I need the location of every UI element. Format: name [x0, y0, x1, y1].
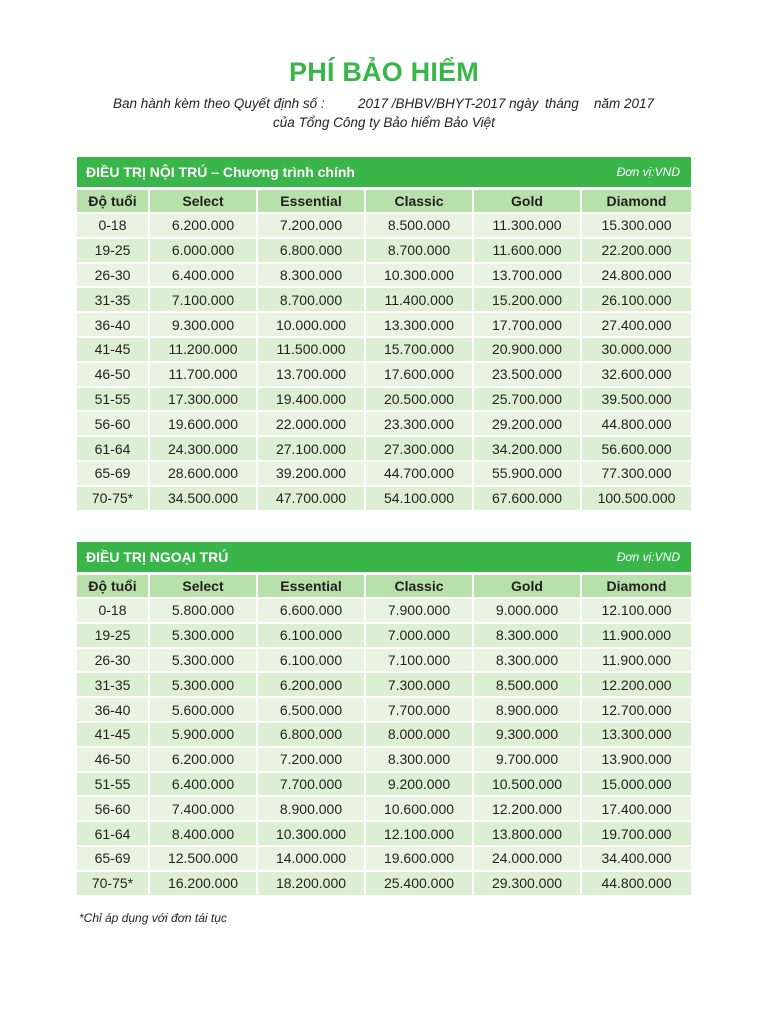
premium-cell-classic: 44.700.000	[366, 462, 472, 485]
table-row	[77, 872, 691, 895]
premium-cell-diamond: 44.800.000	[582, 872, 691, 895]
premium-cell-select: 19.600.000	[150, 412, 256, 435]
premium-cell-diamond: 17.400.000	[582, 797, 691, 820]
premium-cell-gold: 9.300.000	[474, 723, 580, 746]
table-title: ĐIỀU TRỊ NGOẠI TRÚ	[86, 549, 229, 565]
table-header-bar	[77, 542, 691, 572]
premium-cell-gold: 34.200.000	[474, 437, 580, 460]
age-range-cell: 65-69	[77, 462, 148, 485]
premium-cell-gold: 8.300.000	[474, 624, 580, 647]
currency-unit: Đơn vị:VND	[616, 165, 680, 179]
premium-cell-diamond: 26.100.000	[582, 288, 691, 311]
premium-cell-select: 28.600.000	[150, 462, 256, 485]
age-range-cell: 61-64	[77, 437, 148, 460]
premium-cell-select: 12.500.000	[150, 847, 256, 870]
age-range-cell: 51-55	[77, 773, 148, 796]
table-row	[77, 264, 691, 287]
inpatient-premium-table	[77, 157, 691, 510]
age-range-cell: 56-60	[77, 412, 148, 435]
age-range-cell: 41-45	[77, 338, 148, 361]
table-row	[77, 412, 691, 435]
premium-cell-essential: 6.800.000	[258, 239, 364, 262]
column-header-select: Select	[150, 575, 256, 597]
premium-cell-select: 6.000.000	[150, 239, 256, 262]
premium-cell-select: 24.300.000	[150, 437, 256, 460]
page-title: PHÍ BẢO HIỂM	[289, 57, 479, 87]
column-header-classic: Classic	[366, 575, 472, 597]
age-range-cell: 26-30	[77, 264, 148, 287]
premium-cell-gold: 20.900.000	[474, 338, 580, 361]
premium-cell-diamond: 13.900.000	[582, 748, 691, 771]
table-row	[77, 723, 691, 746]
premium-cell-essential: 7.200.000	[258, 214, 364, 237]
premium-cell-select: 6.200.000	[150, 214, 256, 237]
table-row	[77, 624, 691, 647]
table-row	[77, 239, 691, 262]
premium-cell-gold: 67.600.000	[474, 487, 580, 510]
premium-cell-diamond: 39.500.000	[582, 388, 691, 411]
age-range-cell: 31-35	[77, 288, 148, 311]
age-range-cell: 19-25	[77, 624, 148, 647]
premium-cell-diamond: 30.000.000	[582, 338, 691, 361]
premium-cell-gold: 29.300.000	[474, 872, 580, 895]
table-row	[77, 822, 691, 845]
premium-cell-essential: 18.200.000	[258, 872, 364, 895]
table-row	[77, 487, 691, 510]
age-range-cell: 26-30	[77, 649, 148, 672]
age-range-cell: 31-35	[77, 673, 148, 696]
premium-cell-gold: 11.300.000	[474, 214, 580, 237]
premium-cell-select: 6.400.000	[150, 773, 256, 796]
age-range-cell: 19-25	[77, 239, 148, 262]
age-range-cell: 61-64	[77, 822, 148, 845]
premium-cell-diamond: 12.700.000	[582, 698, 691, 721]
premium-cell-essential: 27.100.000	[258, 437, 364, 460]
premium-cell-essential: 6.500.000	[258, 698, 364, 721]
issuer-line: của Tổng Công ty Bảo hiểm Bảo Việt	[273, 115, 495, 130]
table-row	[77, 773, 691, 796]
premium-cell-diamond: 24.800.000	[582, 264, 691, 287]
premium-cell-select: 5.300.000	[150, 673, 256, 696]
premium-cell-diamond: 77.300.000	[582, 462, 691, 485]
premium-cell-classic: 23.300.000	[366, 412, 472, 435]
age-range-cell: 70-75*	[77, 487, 148, 510]
premium-cell-essential: 14.000.000	[258, 847, 364, 870]
premium-cell-classic: 25.400.000	[366, 872, 472, 895]
table-row	[77, 797, 691, 820]
age-range-cell: 0-18	[77, 214, 148, 237]
premium-cell-essential: 47.700.000	[258, 487, 364, 510]
premium-cell-essential: 8.900.000	[258, 797, 364, 820]
premium-cell-select: 6.400.000	[150, 264, 256, 287]
table-row	[77, 748, 691, 771]
premium-cell-classic: 12.100.000	[366, 822, 472, 845]
age-range-cell: 0-18	[77, 599, 148, 622]
premium-cell-classic: 7.000.000	[366, 624, 472, 647]
table-row	[77, 313, 691, 336]
premium-cell-essential: 8.300.000	[258, 264, 364, 287]
premium-cell-select: 5.900.000	[150, 723, 256, 746]
premium-cell-essential: 6.100.000	[258, 649, 364, 672]
premium-cell-select: 7.100.000	[150, 288, 256, 311]
premium-cell-gold: 9.000.000	[474, 599, 580, 622]
column-header-gold: Gold	[474, 575, 580, 597]
premium-cell-diamond: 12.200.000	[582, 673, 691, 696]
premium-cell-select: 6.200.000	[150, 748, 256, 771]
table-body	[77, 599, 691, 895]
premium-cell-gold: 13.800.000	[474, 822, 580, 845]
premium-cell-diamond: 19.700.000	[582, 822, 691, 845]
premium-cell-diamond: 100.500.000	[582, 487, 691, 510]
premium-cell-classic: 19.600.000	[366, 847, 472, 870]
premium-cell-select: 5.800.000	[150, 599, 256, 622]
premium-cell-essential: 8.700.000	[258, 288, 364, 311]
age-range-cell: 46-50	[77, 363, 148, 386]
premium-cell-gold: 10.500.000	[474, 773, 580, 796]
premium-cell-gold: 8.900.000	[474, 698, 580, 721]
premium-cell-gold: 23.500.000	[474, 363, 580, 386]
column-header-row	[77, 190, 691, 212]
premium-cell-essential: 10.300.000	[258, 822, 364, 845]
decision-number: 2017 /BHBV/BHYT-2017 ngày	[358, 96, 539, 111]
table-row	[77, 288, 691, 311]
premium-cell-classic: 7.700.000	[366, 698, 472, 721]
table-row	[77, 388, 691, 411]
table-row	[77, 698, 691, 721]
column-header-diamond: Diamond	[582, 575, 691, 597]
premium-cell-classic: 7.900.000	[366, 599, 472, 622]
premium-cell-gold: 11.600.000	[474, 239, 580, 262]
premium-cell-classic: 7.300.000	[366, 673, 472, 696]
premium-cell-essential: 6.200.000	[258, 673, 364, 696]
premium-cell-gold: 15.200.000	[474, 288, 580, 311]
premium-cell-essential: 6.800.000	[258, 723, 364, 746]
premium-cell-select: 17.300.000	[150, 388, 256, 411]
premium-cell-gold: 8.500.000	[474, 673, 580, 696]
decision-month: tháng	[545, 96, 579, 111]
age-range-cell: 70-75*	[77, 872, 148, 895]
premium-cell-diamond: 11.900.000	[582, 624, 691, 647]
premium-cell-classic: 17.600.000	[366, 363, 472, 386]
table-row	[77, 673, 691, 696]
table-row	[77, 214, 691, 237]
column-header-classic: Classic	[366, 190, 472, 212]
age-range-cell: 65-69	[77, 847, 148, 870]
premium-cell-essential: 39.200.000	[258, 462, 364, 485]
premium-cell-classic: 54.100.000	[366, 487, 472, 510]
currency-unit: Đơn vị:VND	[616, 550, 680, 564]
premium-cell-select: 7.400.000	[150, 797, 256, 820]
column-header-select: Select	[150, 190, 256, 212]
premium-cell-diamond: 15.300.000	[582, 214, 691, 237]
premium-cell-diamond: 13.300.000	[582, 723, 691, 746]
premium-cell-select: 34.500.000	[150, 487, 256, 510]
premium-cell-classic: 13.300.000	[366, 313, 472, 336]
table-row	[77, 338, 691, 361]
table-row	[77, 462, 691, 485]
column-header-row	[77, 575, 691, 597]
premium-cell-essential: 7.200.000	[258, 748, 364, 771]
table-row	[77, 437, 691, 460]
premium-cell-essential: 7.700.000	[258, 773, 364, 796]
premium-cell-diamond: 22.200.000	[582, 239, 691, 262]
premium-cell-gold: 17.700.000	[474, 313, 580, 336]
premium-cell-diamond: 15.000.000	[582, 773, 691, 796]
premium-cell-classic: 20.500.000	[366, 388, 472, 411]
age-range-cell: 51-55	[77, 388, 148, 411]
column-header-essential: Essential	[258, 575, 364, 597]
table-title: ĐIỀU TRỊ NỘI TRÚ – Chương trình chính	[86, 164, 355, 180]
premium-cell-classic: 11.400.000	[366, 288, 472, 311]
table-header-bar	[77, 157, 691, 187]
decision-label: Ban hành kèm theo Quyết định số :	[113, 96, 325, 111]
premium-cell-diamond: 56.600.000	[582, 437, 691, 460]
premium-cell-diamond: 12.100.000	[582, 599, 691, 622]
table-row	[77, 363, 691, 386]
age-range-cell: 46-50	[77, 748, 148, 771]
premium-cell-essential: 22.000.000	[258, 412, 364, 435]
premium-cell-essential: 6.600.000	[258, 599, 364, 622]
premium-cell-classic: 8.300.000	[366, 748, 472, 771]
age-range-cell: 41-45	[77, 723, 148, 746]
premium-cell-diamond: 34.400.000	[582, 847, 691, 870]
age-range-cell: 36-40	[77, 698, 148, 721]
premium-cell-gold: 29.200.000	[474, 412, 580, 435]
premium-cell-gold: 9.700.000	[474, 748, 580, 771]
premium-cell-classic: 15.700.000	[366, 338, 472, 361]
premium-cell-select: 16.200.000	[150, 872, 256, 895]
table-row	[77, 649, 691, 672]
column-header-age: Độ tuổi	[77, 190, 148, 212]
premium-cell-diamond: 32.600.000	[582, 363, 691, 386]
premium-cell-select: 9.300.000	[150, 313, 256, 336]
premium-cell-classic: 7.100.000	[366, 649, 472, 672]
premium-cell-diamond: 44.800.000	[582, 412, 691, 435]
premium-cell-essential: 11.500.000	[258, 338, 364, 361]
premium-cell-classic: 10.600.000	[366, 797, 472, 820]
column-header-gold: Gold	[474, 190, 580, 212]
premium-cell-gold: 24.000.000	[474, 847, 580, 870]
premium-cell-classic: 27.300.000	[366, 437, 472, 460]
footnote: *Chỉ áp dụng với đơn tái tục	[79, 911, 227, 925]
premium-cell-classic: 9.200.000	[366, 773, 472, 796]
premium-cell-diamond: 27.400.000	[582, 313, 691, 336]
premium-cell-select: 5.600.000	[150, 698, 256, 721]
premium-cell-select: 11.200.000	[150, 338, 256, 361]
premium-cell-essential: 10.000.000	[258, 313, 364, 336]
premium-cell-gold: 12.200.000	[474, 797, 580, 820]
premium-cell-select: 5.300.000	[150, 649, 256, 672]
decision-year: năm 2017	[594, 96, 655, 111]
premium-cell-select: 11.700.000	[150, 363, 256, 386]
premium-cell-essential: 13.700.000	[258, 363, 364, 386]
premium-cell-classic: 8.000.000	[366, 723, 472, 746]
column-header-age: Độ tuổi	[77, 575, 148, 597]
column-header-essential: Essential	[258, 190, 364, 212]
premium-cell-classic: 10.300.000	[366, 264, 472, 287]
premium-cell-essential: 19.400.000	[258, 388, 364, 411]
table-body	[77, 214, 691, 510]
premium-cell-diamond: 11.900.000	[582, 649, 691, 672]
column-header-diamond: Diamond	[582, 190, 691, 212]
age-range-cell: 56-60	[77, 797, 148, 820]
table-row	[77, 847, 691, 870]
table-row	[77, 599, 691, 622]
premium-cell-select: 8.400.000	[150, 822, 256, 845]
age-range-cell: 36-40	[77, 313, 148, 336]
outpatient-premium-table	[77, 542, 691, 895]
premium-cell-select: 5.300.000	[150, 624, 256, 647]
premium-cell-essential: 6.100.000	[258, 624, 364, 647]
premium-cell-gold: 8.300.000	[474, 649, 580, 672]
premium-cell-gold: 13.700.000	[474, 264, 580, 287]
premium-cell-gold: 55.900.000	[474, 462, 580, 485]
premium-cell-gold: 25.700.000	[474, 388, 580, 411]
premium-cell-classic: 8.700.000	[366, 239, 472, 262]
premium-cell-classic: 8.500.000	[366, 214, 472, 237]
